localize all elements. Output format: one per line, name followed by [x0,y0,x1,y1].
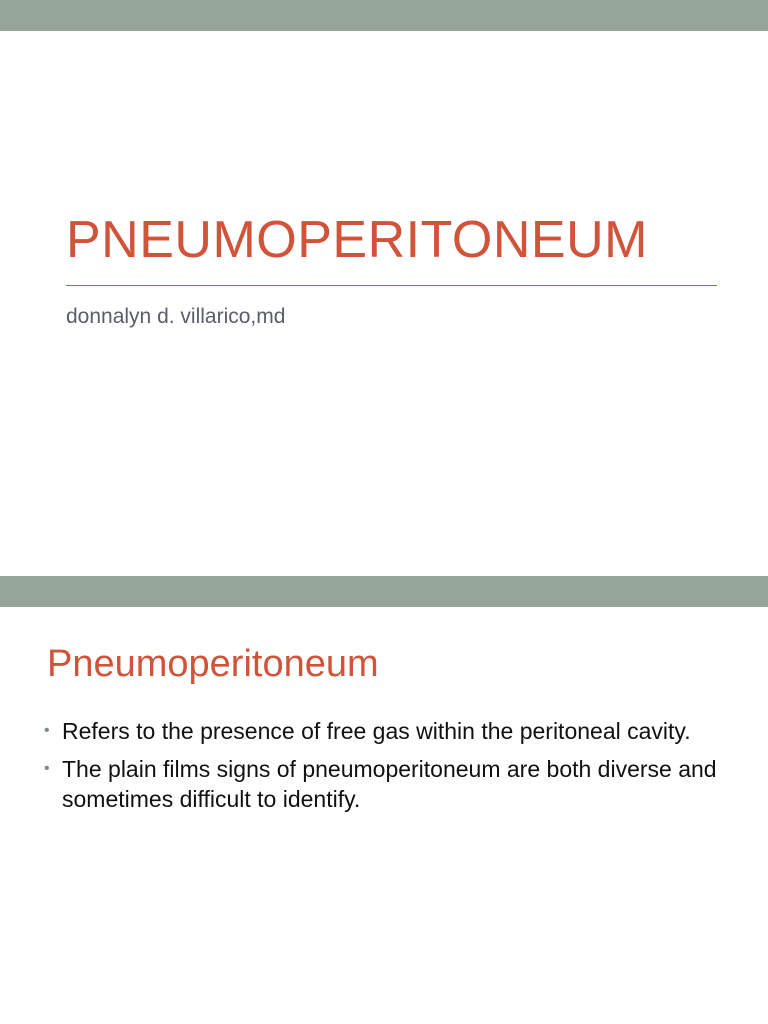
slide-title: PNEUMOPERITONEUM [66,211,648,269]
slide-header-band [0,576,768,607]
content-slide [0,576,768,1024]
bullet-icon: • [44,760,50,777]
slide-header-band [0,0,768,31]
title-divider [66,285,717,286]
content-slide-title: Pneumoperitoneum [47,643,379,685]
bullet-text: Refers to the presence of free gas within the peritoneal cavity. [62,718,691,744]
bullet-item [44,754,724,814]
bullet-icon: • [44,722,50,739]
bullet-list [44,716,724,822]
bullet-text: The plain films signs of pneumoperitoneum are both diverse and sometimes difficult to identify. [62,756,717,812]
bullet-item [44,716,724,746]
slide-subtitle: donnalyn d. villarico,md [66,305,286,328]
